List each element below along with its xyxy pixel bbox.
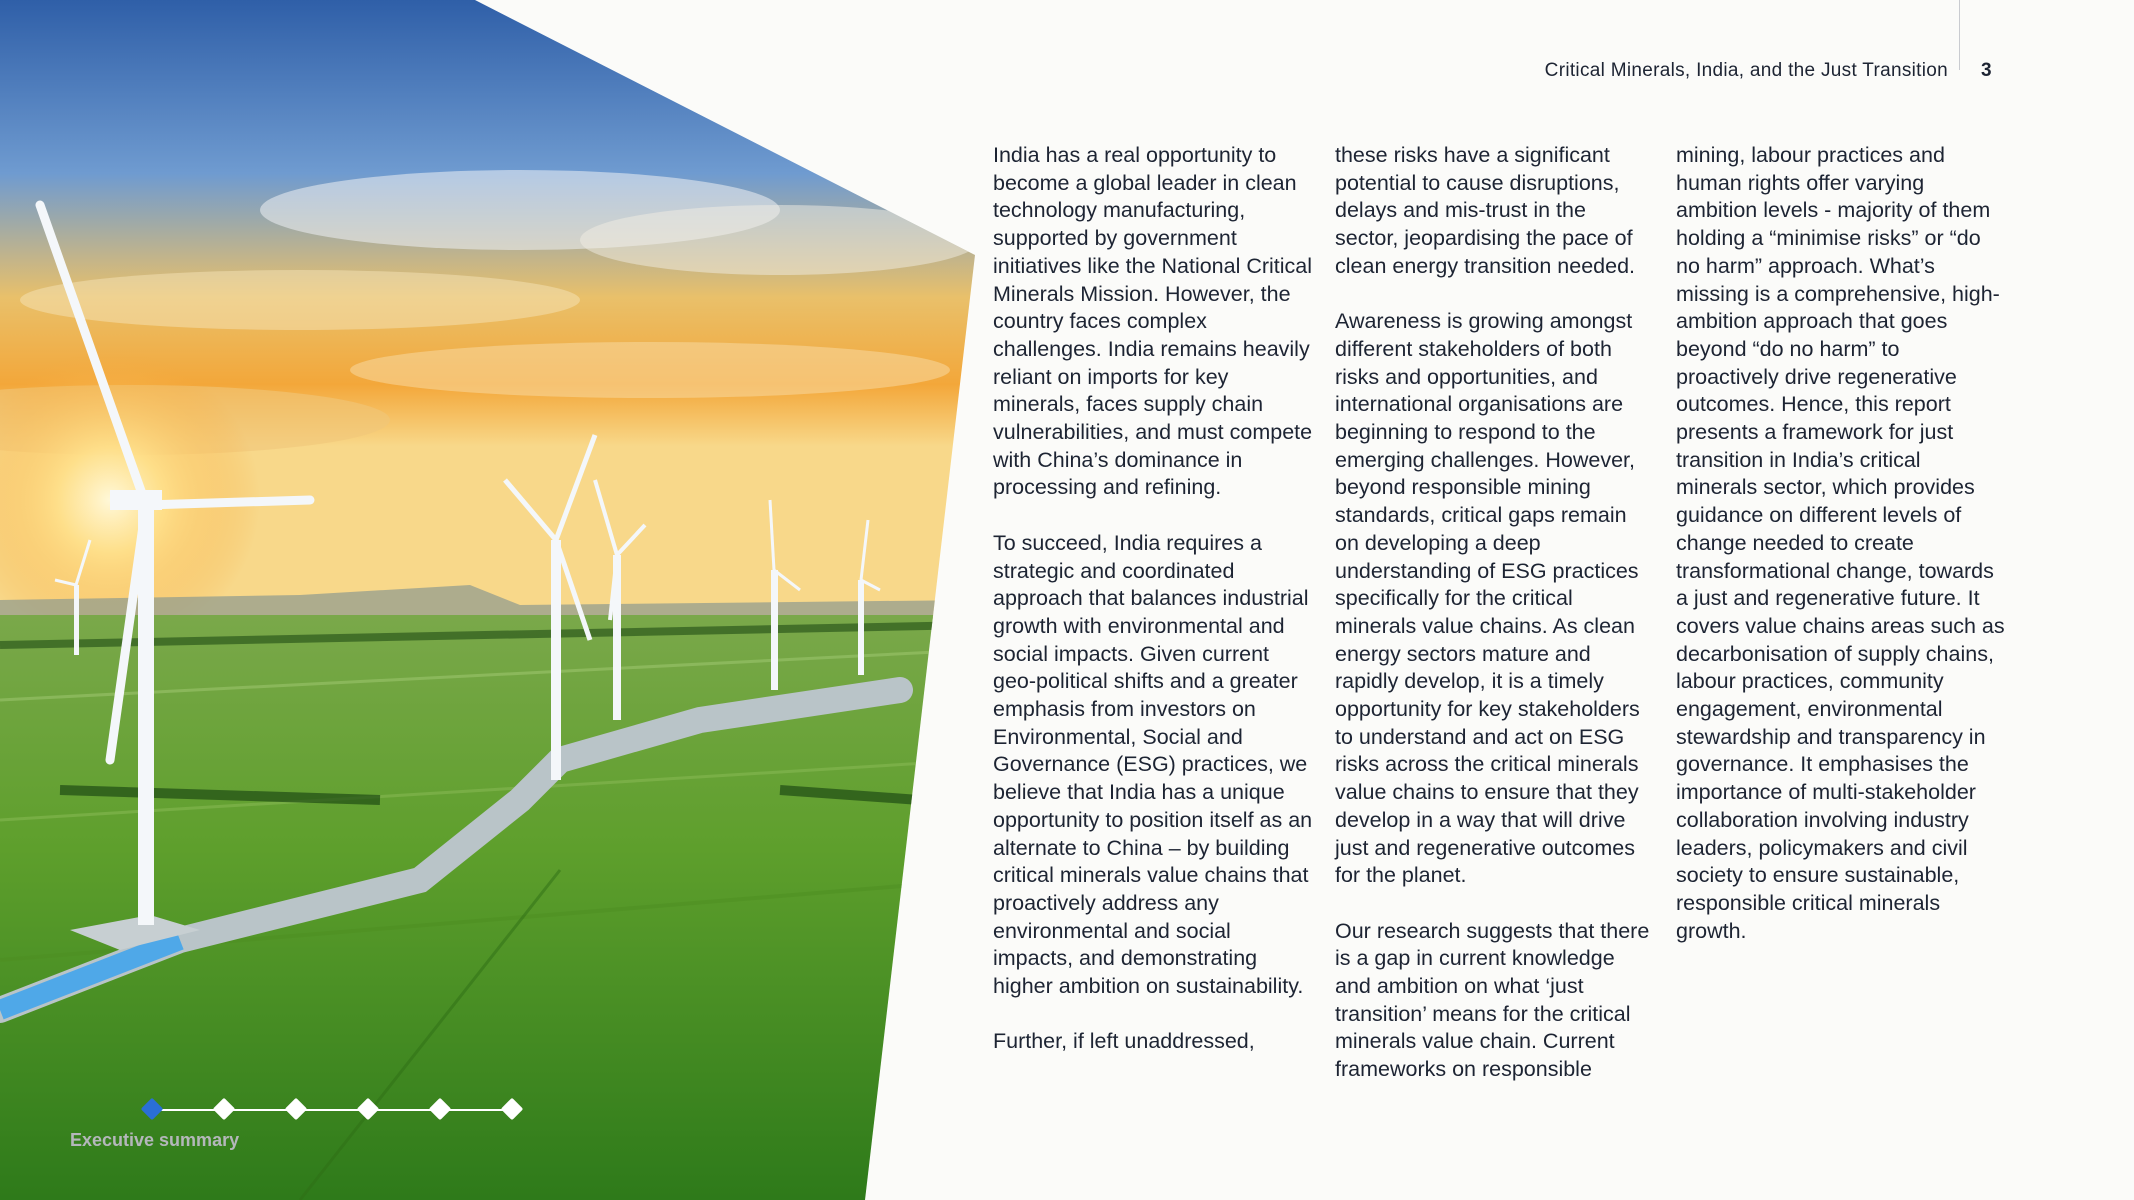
paragraph: these risks have a significant potential to cause disruptions, delays and mis-trust in the sector, jeopardising the pace of clean energy transition needed. [1335,143,1636,278]
nav-dot-4[interactable] [357,1098,380,1121]
paragraph: To succeed, India requires a strategic and coordinated approach that balances industrial growth with environmental and social impacts. Given current geo-political shifts and a greater emphasis from investors on Environmental, Social and Governance (ESG) practices, we believe that India has a unique opportunity to position itself as an alternate to China – by building critical minerals value chains that proactively address any environmental and social impacts, and demonstrating higher ambition on sustainability. [993,530,1313,999]
nav-dot-6[interactable] [501,1098,524,1121]
section-label[interactable]: Executive summary [70,1130,240,1150]
hero-image [0,0,975,1200]
text-column-3 [1676,142,2006,973]
paragraph: Awareness is growing amongst different stakeholders of both risks and opportunities, and international organisations are beginning to respond to the emerging challenges. However, beyond responsible mining standards, critical gaps remain on developing a deep understanding of ESG practices specifically for the critical minerals value chains. As clean energy sectors mature and rapidly develop, it is a timely opportunity for key stakeholders to understand and act on ESG risks across the critical minerals value chains to ensure that they develop in a way that will drive just and regenerative outcomes for the planet. [1335,309,1640,888]
wind-farm-illustration [0,0,975,1200]
nav-dot-3[interactable] [285,1098,308,1121]
nav-dot-5[interactable] [429,1098,452,1121]
nav-dot-2[interactable] [213,1098,236,1121]
paragraph: Our research suggests that there is a gap in current knowledge and ambition on what ‘just transition’ means for the critical minerals value chain. Current frameworks on responsible [1335,918,1650,1082]
text-column-1 [993,142,1313,1084]
nav-track [152,1109,518,1111]
paragraph: mining, labour practices and human rights offer varying ambition levels - majority of them holding a “minimise risks” or “do no harm” approach. What’s missing is a comprehensive, high-ambition approach that goes beyond “do no harm” to proactively drive regenerative outcomes. Hence, this report presents a framework for just transition in India’s critical minerals sector, which provides guidance on different levels of change needed to create transformational change, towards a just and regenerative future. It covers value chains areas such as decarbonisation of supply chains, labour practices, community engagement, environmental stewardship and transparency in governance. It emphasises the importance of multi-stakeholder collaboration involving industry leaders, policymakers and civil society to ensure sustainable, responsible critical minerals growth. [1676,143,2005,943]
paragraph: Further, if left unaddressed, [993,1029,1255,1054]
page-number: 3 [1981,60,1992,81]
paragraph: India has a real opportunity to become a global leader in clean technology manufacturing, supported by government initiatives like the National Critical Minerals Mission. However, the country faces complex challenges. India remains heavily reliant on imports for key minerals, faces supply chain vulnerabilities, and must compete with China’s dominance in processing and refining. [993,143,1313,500]
nav-dot-1[interactable] [141,1098,164,1121]
report-title: Critical Minerals, India, and the Just Transition [1544,60,1948,81]
section-navigation [140,1098,530,1122]
text-column-2 [1335,142,1655,1112]
header-divider [1959,0,1960,70]
